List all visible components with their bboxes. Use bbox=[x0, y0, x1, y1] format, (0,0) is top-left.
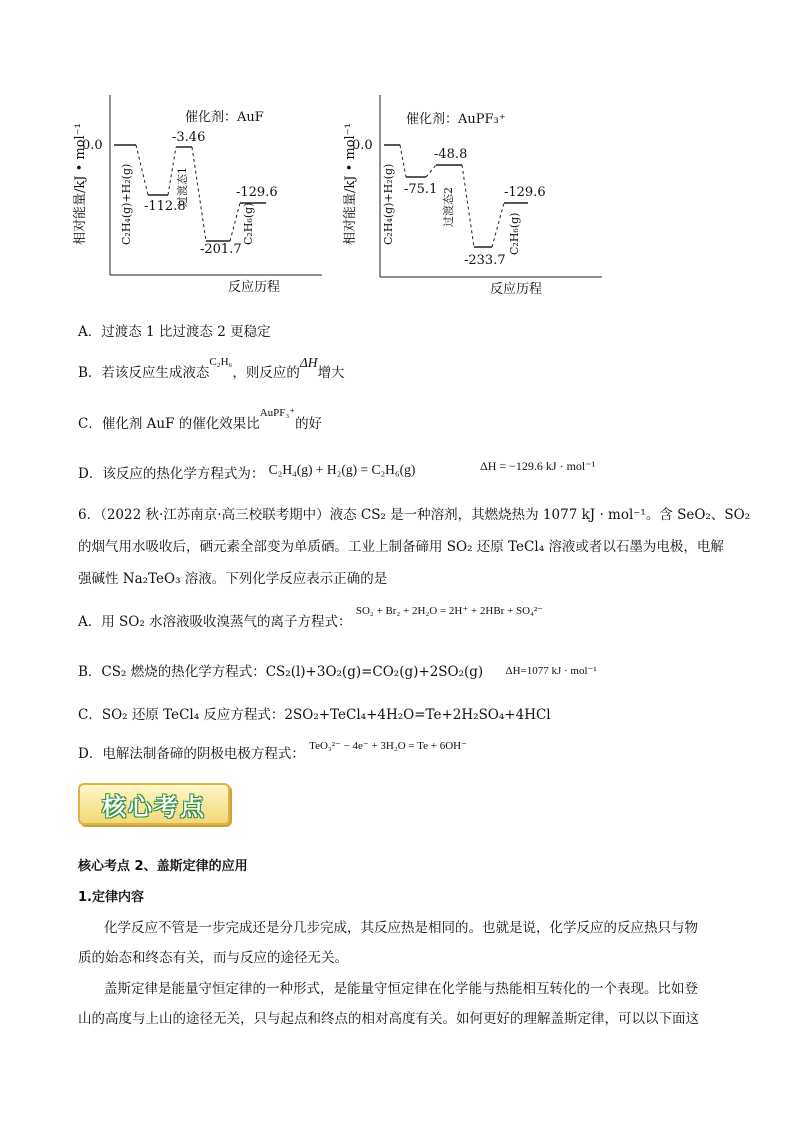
product-label: C₂H₆(g) bbox=[508, 212, 521, 255]
connector bbox=[192, 147, 206, 241]
connector bbox=[400, 145, 406, 177]
core-topics-badge-text: 核心考点 bbox=[102, 792, 206, 821]
q6-stem-line: 的烟气用水吸收后，硒元素全部变为单质硒。工业上制备碲用 SO₂ 还原 TeCl₄ 溶液或者以石墨为电极，电解 bbox=[78, 539, 724, 555]
energy-diagram-auf bbox=[70, 95, 330, 295]
catalyst-label: 催化剂：AuF bbox=[185, 110, 264, 125]
q6-option-b-text: B．CS₂ 燃烧的热化学方程式：CS₂(l)+3O₂(g)=CO₂(g)+2SO₂(g) bbox=[78, 664, 484, 680]
q5-option-c-text: C．催化剂 AuF 的催化效果比 bbox=[78, 416, 260, 432]
q6-option-d bbox=[78, 742, 467, 762]
level-value: -112.8 bbox=[144, 199, 186, 214]
q6-option-c: C．SO₂ 还原 TeCl₄ 反应方程式：2SO₂+TeCl₄+4H₂O=Te+2H₂SO₄+4HCl bbox=[78, 707, 551, 723]
q5-option-c-text: 的好 bbox=[295, 416, 323, 432]
connector bbox=[168, 147, 176, 195]
paragraph-line: 盖斯定律是能量守恒定律的一种形式，是能量守恒定律在化学能与热能相互转化的一个表现。比如登 bbox=[104, 981, 698, 997]
q5-option-b-text: ，则反应的 bbox=[232, 365, 300, 381]
q5-option-a: A．过渡态 1 比过渡态 2 更稳定 bbox=[78, 324, 271, 340]
energy-diagram-aupf3 bbox=[340, 95, 610, 300]
level-value: -233.7 bbox=[464, 253, 506, 268]
zero-label: 0.0 bbox=[352, 138, 373, 153]
paragraph-line: 质的始态和终态有关，而与反应的途径无关。 bbox=[78, 950, 348, 966]
core-topics-badge bbox=[78, 783, 230, 825]
q5-option-c bbox=[78, 407, 323, 432]
x-axis-label: 反应历程 bbox=[490, 282, 543, 297]
level-value: -48.8 bbox=[434, 147, 468, 162]
reactant-label: C₂H₄(g)+H₂(g) bbox=[120, 163, 133, 245]
q6-option-a-text: A．用 SO₂ 水溶液吸收溴蒸气的离子方程式： bbox=[78, 614, 352, 630]
q6-option-a-equation: SO₂ + Br₂ + 2H₂O = 2H⁺ + 2HBr + SO₄²⁻ bbox=[355, 605, 544, 617]
q6-stem-line: 6．（2022 秋·江苏南京·高三校联考期中）液态 CS₂ 是一种溶剂，其燃烧热为 1077 kJ · mol⁻¹。含 SeO₂、SO₂ bbox=[78, 507, 751, 523]
level-value: -129.6 bbox=[504, 185, 546, 200]
level-value: -129.6 bbox=[236, 185, 278, 200]
q5-option-b-text: 增大 bbox=[317, 365, 345, 381]
paragraph-line: 化学反应不管是一步完成还是分几步完成，其反应热是相同的。也就是说，化学反应的反应热只与物 bbox=[104, 920, 698, 936]
q6-option-b-enthalpy: ΔH=1077 kJ · mol⁻¹ bbox=[505, 665, 597, 677]
energy-diagram-aupf3-svg bbox=[340, 95, 610, 300]
q5-option-d bbox=[78, 459, 596, 482]
q5-option-b bbox=[78, 355, 345, 381]
q5-option-b-formula: C₂H₆ bbox=[209, 356, 233, 368]
q6-stem-line: 强碱性 Na₂TeO₃ 溶液。下列化学反应表示正确的是 bbox=[78, 571, 388, 587]
transition-state-label: 过渡态1 bbox=[176, 167, 189, 207]
section-heading: 核心考点 2、盖斯定律的应用 bbox=[78, 859, 248, 874]
y-axis-label: 相对能量/kJ • mol⁻¹ bbox=[343, 123, 358, 245]
catalyst-label: 催化剂：AuPF₃⁺ bbox=[406, 112, 506, 127]
q6-option-d-text: D．电解法制备碲的阴极电极方程式： bbox=[78, 746, 305, 762]
connector bbox=[136, 145, 148, 195]
connector bbox=[230, 203, 240, 241]
q5-option-d-enthalpy: ΔH = −129.6 kJ · mol⁻¹ bbox=[480, 459, 596, 473]
connector bbox=[462, 165, 474, 247]
transition-state-label: 过渡态2 bbox=[442, 187, 455, 227]
q5-option-b-symbol: ΔH bbox=[299, 355, 318, 370]
x-axis-label: 反应历程 bbox=[228, 280, 281, 295]
zero-label: 0.0 bbox=[82, 138, 103, 153]
level-value: -75.1 bbox=[404, 182, 438, 197]
q5-option-d-text: D．该反应的热化学方程式为： bbox=[78, 466, 265, 482]
paragraph-line: 山的高度与上山的途径无关，只与起点和终点的相对高度有关。如何更好的理解盖斯定律，可以以下面这 bbox=[78, 1011, 699, 1027]
q5-option-b-text: B．若该反应生成液态 bbox=[78, 365, 210, 381]
q5-option-d-equation: C₂H₄(g) + H₂(g) = C₂H₆(g) bbox=[268, 462, 416, 477]
q6-option-b bbox=[78, 660, 597, 680]
level-value: -3.46 bbox=[172, 130, 206, 145]
y-axis-label: 相对能量/kJ • mol⁻¹ bbox=[73, 123, 88, 245]
connector bbox=[492, 203, 504, 247]
level-value: -201.7 bbox=[200, 242, 242, 257]
connector bbox=[426, 165, 436, 177]
section-subheading: 1.定律内容 bbox=[78, 890, 144, 905]
q5-option-c-formula: AuPF₃⁺ bbox=[259, 407, 296, 419]
q6-option-d-equation: TeO₃²⁻ − 4e⁻ + 3H₂O = Te + 6OH⁻ bbox=[309, 740, 467, 752]
q6-option-a bbox=[78, 605, 544, 630]
product-label: C₂H₆(g) bbox=[242, 202, 255, 245]
energy-diagram-auf-svg bbox=[70, 95, 330, 295]
reactant-label: C₂H₄(g)+H₂(g) bbox=[382, 163, 395, 245]
